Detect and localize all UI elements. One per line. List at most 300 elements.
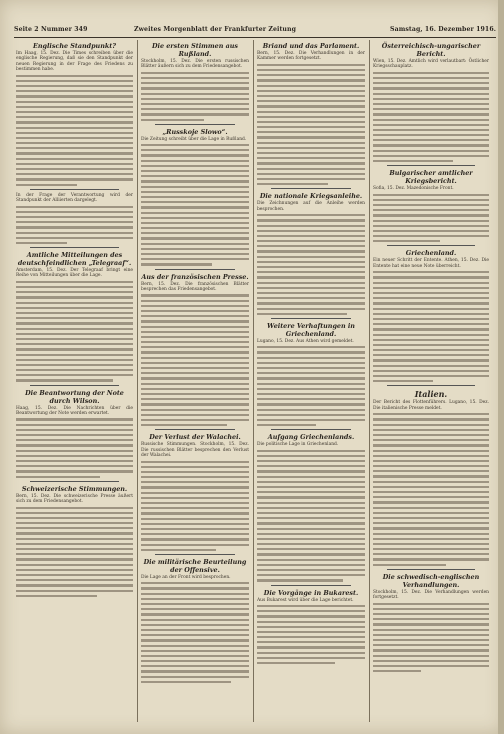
- text-line: [373, 82, 489, 84]
- text-line: [257, 414, 365, 416]
- text-line: [257, 302, 365, 304]
- text-line: [373, 507, 489, 509]
- page-edge: [498, 0, 504, 734]
- text-line: [373, 334, 489, 336]
- text-line: [141, 665, 249, 667]
- text-line: [373, 339, 489, 341]
- text-line: [16, 101, 133, 103]
- article-divider: [155, 429, 235, 430]
- text-line: [373, 655, 489, 657]
- text-line: [141, 186, 249, 188]
- text-line: [141, 461, 249, 463]
- article-heading: Englische Standpunkt?: [33, 42, 116, 50]
- text-line: [373, 553, 489, 555]
- text-line: [257, 486, 365, 488]
- text-line: [373, 313, 489, 315]
- text-line: [373, 639, 489, 641]
- text-line: [373, 144, 489, 146]
- text-line: [141, 598, 249, 600]
- text-line: [257, 147, 365, 149]
- text-line: [257, 214, 365, 216]
- text-line: [141, 253, 249, 255]
- text-line: [16, 439, 133, 441]
- text-line: [16, 579, 133, 581]
- text-line: [141, 336, 249, 338]
- text-line: [141, 466, 249, 468]
- text-line: [257, 621, 365, 623]
- text-line: [257, 250, 365, 252]
- article-divider: [155, 269, 235, 270]
- text-line: [257, 230, 365, 232]
- text-line: [257, 367, 365, 369]
- article-text: Stockholm, 15. Dez. Die ersten russischen Blätter äußern sich zu dem Friedensangebot.: [141, 59, 249, 70]
- text-line: [257, 491, 365, 493]
- text-line: [373, 649, 489, 651]
- article-block: [373, 42, 489, 162]
- column-4: [373, 40, 489, 726]
- text-line: [16, 95, 133, 97]
- article-text: Aus Bukarest wird über die Lage berichtet.: [257, 597, 354, 603]
- text-line: [257, 507, 365, 509]
- text-line: [16, 354, 133, 356]
- text-line: [257, 579, 343, 581]
- text-line: [141, 305, 249, 307]
- text-line: [141, 645, 249, 647]
- text-line: [257, 641, 365, 643]
- text-line: [141, 170, 249, 172]
- text-line: [373, 292, 489, 294]
- text-line: [257, 403, 365, 405]
- text-line: [257, 173, 365, 175]
- text-line: [257, 626, 365, 628]
- article-heading: Amtliche Mitteilungen des deutschfeindlichen „Telegraaf“.: [17, 251, 132, 268]
- text-line: [141, 180, 249, 182]
- article-block: [257, 192, 365, 315]
- article-divider: [155, 124, 235, 125]
- text-line: [373, 629, 489, 631]
- text-line: [141, 72, 249, 74]
- text-line: [257, 605, 365, 607]
- article-heading: Die schwedisch-englischen Verhandlungen.: [382, 572, 480, 589]
- text-line: [373, 533, 489, 535]
- article-text: Bern, 15. Dez. Die Verhandlungen in der Kammer werden fortgesetzt.: [257, 51, 365, 62]
- text-line: [141, 419, 249, 421]
- text-line: [257, 657, 365, 659]
- article-block: [141, 273, 249, 427]
- text-line: [16, 211, 133, 213]
- text-line: [257, 79, 365, 81]
- text-line: [257, 85, 365, 87]
- text-line: [257, 282, 365, 284]
- text-line: [257, 528, 365, 530]
- text-line: [373, 517, 489, 519]
- article-block: [16, 251, 133, 382]
- text-line: [257, 266, 365, 268]
- article-divider: [30, 481, 119, 482]
- text-line: [141, 388, 249, 390]
- text-line: [373, 608, 489, 610]
- article-block: [141, 558, 249, 683]
- text-line: [141, 191, 249, 193]
- text-line: [141, 243, 249, 245]
- text-line: [16, 434, 133, 436]
- text-line: [257, 372, 365, 374]
- text-line: [373, 439, 489, 441]
- text-line: [141, 593, 249, 595]
- article-text: Bern, 15. Dez. Die schweizerische Presse äußert sich zu dem Friedensangebot.: [16, 493, 133, 505]
- text-line: [141, 502, 249, 504]
- text-line: [16, 206, 133, 208]
- text-line: [257, 517, 365, 519]
- text-line: [257, 116, 365, 118]
- text-line: [373, 455, 489, 457]
- text-line: [16, 595, 97, 597]
- text-line: [373, 225, 489, 227]
- article-heading: Griechenland.: [405, 249, 457, 258]
- text-line: [141, 424, 227, 426]
- text-line: [257, 377, 365, 379]
- text-line: [257, 292, 365, 294]
- column-3: [257, 40, 365, 726]
- text-line: [141, 603, 249, 605]
- text-line: [373, 220, 489, 222]
- text-line: [257, 543, 365, 545]
- text-line: [16, 163, 133, 165]
- text-line: [16, 184, 77, 186]
- article-text: Der Bericht des Flottenführers. Lugano, 15. Dez. Die italienische Presse meldet.: [373, 400, 489, 411]
- text-line: [141, 629, 249, 631]
- article-divider: [271, 318, 351, 319]
- text-line: [373, 359, 489, 361]
- text-line: [141, 512, 249, 514]
- text-line: [141, 367, 249, 369]
- text-line: [141, 414, 249, 416]
- text-line: [257, 245, 365, 247]
- text-line: [373, 318, 489, 320]
- text-line: [373, 119, 489, 121]
- text-line: [257, 481, 365, 483]
- text-line: [373, 418, 489, 420]
- text-line: [373, 424, 489, 426]
- text-line: [16, 173, 133, 175]
- text-line: [373, 444, 489, 446]
- text-line: [373, 354, 489, 356]
- text-line: [257, 74, 365, 76]
- text-line: [141, 660, 249, 662]
- text-line: [257, 313, 347, 315]
- article-divider: [30, 189, 119, 190]
- text-line: [373, 204, 489, 206]
- text-line: [141, 331, 249, 333]
- text-line: [141, 227, 249, 229]
- text-line: [141, 634, 249, 636]
- text-line: [141, 544, 249, 546]
- text-line: [373, 470, 489, 472]
- text-line: [141, 481, 249, 483]
- article-divider: [271, 188, 351, 189]
- text-line: [141, 310, 249, 312]
- text-line: [141, 507, 249, 509]
- article-heading: Aufgang Griechenlands.: [267, 433, 355, 442]
- article-text: Lugano, 15. Dez. Aus Athen wird gemeldet.: [257, 338, 354, 344]
- text-line: [373, 450, 489, 452]
- text-line: [257, 69, 365, 71]
- article-text: Amsterdam, 15. Dez. Der Telegraaf bringt eine Reihe von Mitteilungen über die Lage.: [16, 268, 133, 279]
- text-line: [373, 543, 489, 545]
- text-line: [257, 450, 365, 452]
- text-line: [373, 538, 489, 540]
- text-line: [16, 470, 133, 472]
- article-block: [257, 433, 365, 581]
- text-line: [257, 538, 365, 540]
- text-line: [257, 168, 365, 170]
- text-line: [257, 261, 365, 263]
- text-line: [16, 465, 133, 467]
- text-line: [141, 676, 249, 678]
- text-line: [16, 242, 67, 244]
- text-line: [141, 533, 249, 535]
- text-line: [141, 294, 249, 296]
- text-line: [257, 502, 365, 504]
- text-line: [16, 85, 133, 87]
- text-line: [141, 248, 249, 250]
- text-line: [141, 587, 249, 589]
- text-line: [373, 634, 489, 636]
- text-line: [141, 582, 249, 584]
- text-line: [373, 670, 421, 672]
- article-divider: [387, 245, 475, 246]
- article-heading: Schweizerische Stimmungen.: [21, 484, 128, 493]
- text-line: [257, 157, 365, 159]
- text-line: [141, 383, 249, 385]
- text-line: [16, 379, 113, 381]
- text-line: [373, 209, 489, 211]
- text-line: [257, 362, 365, 364]
- text-line: [16, 574, 133, 576]
- text-line: [16, 221, 133, 223]
- text-line: [141, 403, 249, 405]
- article-heading: Bulgarischer amtlicher Kriegsbericht.: [389, 169, 473, 186]
- text-line: [141, 87, 249, 89]
- text-line: [141, 263, 212, 265]
- text-line: [16, 232, 133, 234]
- text-line: [141, 144, 249, 146]
- text-line: [16, 75, 133, 77]
- text-line: [141, 377, 249, 379]
- text-line: [257, 610, 365, 612]
- text-line: [373, 230, 489, 232]
- article-heading: Italien.: [414, 389, 448, 400]
- article-heading: Briand und das Parlament.: [262, 42, 360, 50]
- column-2: [141, 40, 249, 726]
- text-line: [141, 222, 249, 224]
- article-heading: Die Beantwortung der Note durch Wilson.: [25, 388, 124, 405]
- text-line: [141, 326, 249, 328]
- text-line: [373, 512, 489, 514]
- text-line: [257, 178, 365, 180]
- text-line: [141, 497, 249, 499]
- text-line: [257, 662, 335, 664]
- text-line: [257, 496, 365, 498]
- text-line: [16, 369, 133, 371]
- text-line: [373, 349, 489, 351]
- text-line: [257, 346, 365, 348]
- text-line: [16, 80, 133, 82]
- text-line: [257, 559, 365, 561]
- header-center: Zweites Morgenblatt der Frankfurter Zeitung: [134, 26, 297, 33]
- text-line: [373, 308, 489, 310]
- text-line: [373, 413, 489, 415]
- text-line: [257, 351, 365, 353]
- text-line: [257, 240, 365, 242]
- text-line: [16, 111, 133, 113]
- text-line: [373, 475, 489, 477]
- text-line: [16, 359, 133, 361]
- text-line: [257, 64, 365, 66]
- text-line: [16, 507, 133, 509]
- text-line: [16, 291, 133, 293]
- text-line: [373, 603, 489, 605]
- text-line: [16, 512, 133, 514]
- text-line: [257, 100, 365, 102]
- text-line: [257, 121, 365, 123]
- text-line: [16, 558, 133, 560]
- text-line: [257, 631, 365, 633]
- article-text: Die Zeichnungen auf die Anleihe werden besprochen.: [257, 201, 365, 212]
- text-line: [141, 206, 249, 208]
- text-line: [373, 558, 489, 560]
- text-line: [257, 287, 365, 289]
- text-line: [16, 142, 133, 144]
- article-block: [141, 128, 249, 266]
- text-line: [141, 154, 249, 156]
- text-line: [257, 533, 365, 535]
- text-line: [373, 527, 489, 529]
- text-line: [141, 232, 249, 234]
- text-line: [16, 460, 133, 462]
- article-block: [141, 42, 249, 121]
- text-line: [373, 240, 440, 242]
- text-line: [16, 121, 133, 123]
- text-line: [257, 105, 365, 107]
- text-line: [16, 543, 133, 545]
- text-line: [373, 328, 489, 330]
- text-line: [16, 455, 133, 457]
- text-line: [373, 235, 489, 237]
- article-text: Haag, 15. Dez. Die Nachrichten über die Beantwortung der Note werden erwartet.: [16, 405, 133, 417]
- text-line: [141, 538, 249, 540]
- text-line: [373, 113, 489, 115]
- text-line: [373, 72, 489, 74]
- header-rule: [14, 37, 496, 38]
- text-line: [257, 131, 365, 133]
- article-text: Die Lage an der Front wird besprochen.: [141, 574, 231, 580]
- text-line: [257, 398, 365, 400]
- article-heading: „Russkoje Slowo“.: [162, 127, 228, 136]
- text-line: [141, 624, 249, 626]
- text-line: [373, 103, 489, 105]
- article-text: Stockholm, 15. Dez. Die Verhandlungen werden fortgesetzt.: [373, 589, 489, 601]
- text-line: [16, 132, 133, 134]
- text-line: [257, 388, 365, 390]
- text-line: [257, 476, 365, 478]
- text-line: [16, 548, 133, 550]
- article-block: [373, 169, 489, 242]
- text-line: [16, 302, 133, 304]
- text-line: [16, 338, 133, 340]
- text-line: [257, 162, 365, 164]
- text-line: [16, 317, 133, 319]
- text-line: [141, 103, 249, 105]
- text-line: [373, 302, 489, 304]
- text-line: [373, 434, 489, 436]
- text-line: [141, 98, 249, 100]
- text-line: [373, 98, 489, 100]
- text-line: [373, 282, 489, 284]
- text-line: [16, 374, 133, 376]
- text-line: [257, 522, 365, 524]
- text-line: [16, 281, 133, 283]
- text-line: [141, 471, 249, 473]
- article-text: Ein neuer Schritt der Entente. Athen, 15. Dez. Die Entente hat eine neue Note überreicht.: [373, 258, 489, 269]
- text-line: [373, 93, 489, 95]
- text-line: [373, 129, 489, 131]
- column-1: [16, 40, 133, 726]
- article-block: [373, 573, 489, 672]
- text-line: [257, 548, 365, 550]
- text-line: [141, 650, 249, 652]
- text-line: [257, 297, 365, 299]
- text-line: [257, 460, 365, 462]
- text-line: [257, 419, 365, 421]
- text-line: [141, 357, 249, 359]
- header-right: Samstag, 16. Dezember 1916.: [390, 26, 496, 33]
- text-line: [16, 147, 133, 149]
- article-divider: [387, 385, 475, 386]
- text-line: [257, 142, 365, 144]
- text-line: [141, 362, 249, 364]
- text-line: [257, 276, 365, 278]
- article-heading: Die ersten Stimmen aus Rußland.: [151, 42, 239, 58]
- text-line: [16, 312, 133, 314]
- text-line: [373, 108, 489, 110]
- text-line: [16, 106, 133, 108]
- text-line: [16, 532, 133, 534]
- article-divider: [30, 385, 119, 386]
- text-line: [257, 409, 365, 411]
- text-line: [257, 455, 365, 457]
- text-line: [16, 333, 133, 335]
- column-separator: [253, 40, 254, 722]
- text-line: [16, 116, 133, 118]
- text-line: [257, 308, 365, 310]
- text-line: [16, 584, 133, 586]
- article-divider: [387, 569, 475, 570]
- text-line: [373, 375, 489, 377]
- text-line: [373, 276, 489, 278]
- text-line: [16, 178, 133, 180]
- text-line: [257, 470, 365, 472]
- column-separator: [369, 40, 370, 722]
- text-line: [141, 528, 249, 530]
- text-line: [141, 681, 231, 683]
- text-line: [16, 476, 100, 478]
- article-heading: Aus der französischen Presse.: [141, 272, 249, 281]
- article-block: [16, 389, 133, 478]
- text-line: [16, 152, 133, 154]
- text-line: [373, 155, 489, 157]
- text-line: [141, 398, 249, 400]
